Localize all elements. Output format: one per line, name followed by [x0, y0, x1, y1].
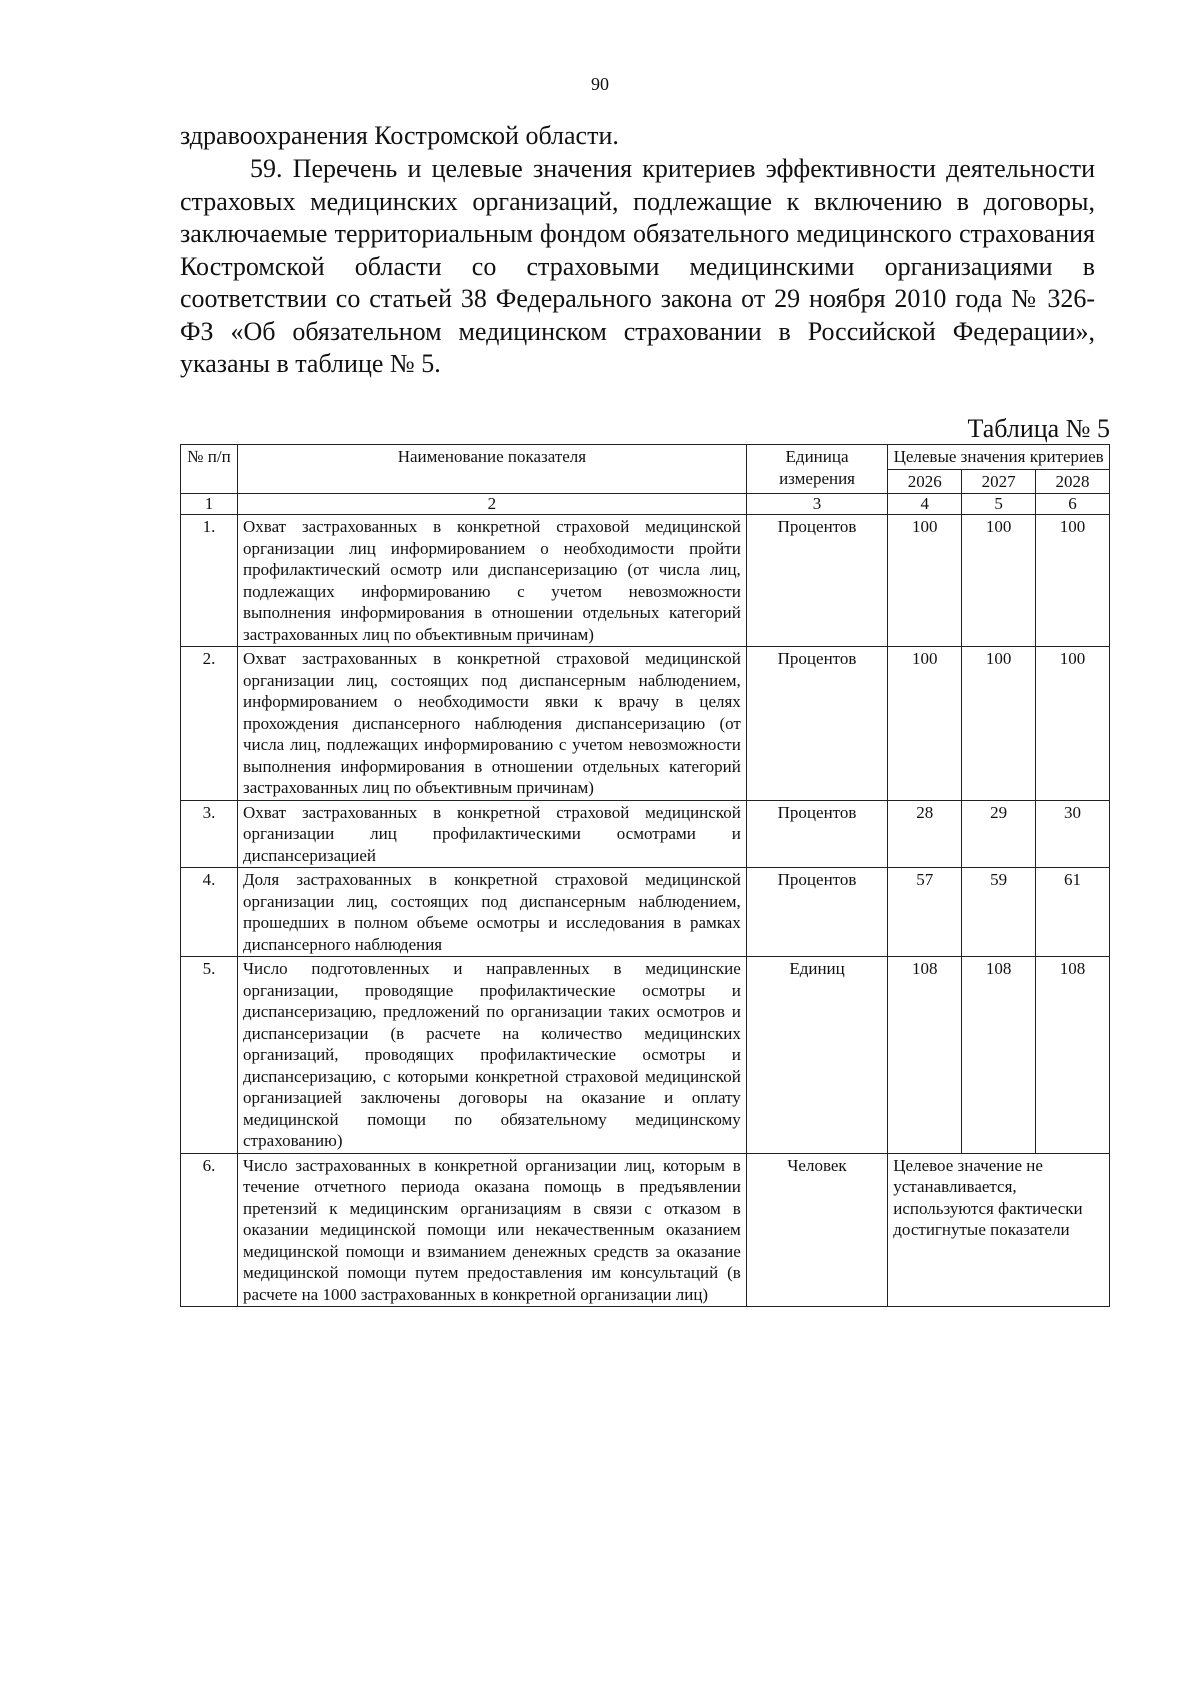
paragraph-59: 59. Перечень и целевые значения критериев эффективности деятельности страховых медицинских организаций, подлежащие к включению в договоры, заключаемые территориальным фондом обязательного медицинского страхования Костромской области со страховыми медицинскими организациями в соответствии со статьей 38 Федерального закона от 29 ноября 2010 года № 326-ФЗ «Об обязательном медицинском страховании в Российской Федерации», указаны в таблице № 5.	[180, 154, 1095, 378]
table-row	[181, 957, 1110, 1154]
column-number: 1	[181, 494, 238, 515]
header-year-2026: 2026	[888, 469, 962, 494]
table-row	[181, 1153, 1110, 1307]
row-num: 1.	[181, 515, 238, 647]
header-targets: Целевые значения критериев	[888, 445, 1110, 470]
table-header-row	[181, 445, 1110, 470]
column-number: 4	[888, 494, 962, 515]
table-caption: Таблица № 5	[967, 414, 1110, 443]
row-value-2026: 100	[888, 515, 962, 647]
intro-line: здравоохранения Костромской области.	[180, 121, 619, 150]
column-number: 3	[746, 494, 887, 515]
page-number: 90	[591, 74, 609, 94]
row-value-2026: 108	[888, 957, 962, 1154]
table-row	[181, 647, 1110, 801]
row-name: Охват застрахованных в конкретной страховой медицинской организации лиц, состоящих под диспансерным наблюдением, информированием о необходимости явки к врачу в целях прохождения диспансерного наблюдения диспансеризацию (от числа лиц, подлежащих информированию с учетом невозможности выполнения информирования в отношении отдельных категорий застрахованных лиц по объективным причинам)	[238, 647, 747, 801]
row-num: 4.	[181, 868, 238, 957]
row-num: 2.	[181, 647, 238, 801]
row-name: Число подготовленных и направленных в медицинские организации, проводящие профилактические осмотры и диспансеризацию, предложений по организации таких осмотров и диспансеризации (в расчете на количество медицинских организаций, проводящих профилактические осмотры и диспансеризацию, с которыми конкретной страховой медицинской организацией заключены договоры на оказание и оплату медицинской помощи по обязательному медицинскому страхованию)	[238, 957, 747, 1154]
table-row	[181, 800, 1110, 868]
row-unit: Процентов	[746, 515, 887, 647]
row-value-2026: 28	[888, 800, 962, 868]
header-year-2028: 2028	[1036, 469, 1110, 494]
row-num: 6.	[181, 1153, 238, 1307]
row-value-2028: 30	[1036, 800, 1110, 868]
row-unit: Процентов	[746, 800, 887, 868]
header-year-2027: 2027	[962, 469, 1036, 494]
row-value-2027: 108	[962, 957, 1036, 1154]
row-unit: Процентов	[746, 647, 887, 801]
header-num: № п/п	[181, 445, 238, 494]
row-value-2027: 29	[962, 800, 1036, 868]
column-number: 2	[238, 494, 747, 515]
row-name: Охват застрахованных в конкретной страховой медицинской организации лиц информированием о необходимости пройти профилактический осмотр или диспансеризацию (от числа лиц, подлежащих информированию с учетом невозможности выполнения информирования в отношении отдельных категорий застрахованных лиц по объективным причинам)	[238, 515, 747, 647]
row-unit: Процентов	[746, 868, 887, 957]
row-name: Число застрахованных в конкретной организации лиц, которым в течение отчетного периода оказана помощь в предъявлении претензий к медицинским организациям в связи с отказом в оказании медицинской помощи или некачественным оказанием медицинской помощи и взиманием денежных средств за оказание медицинской помощи путем предоставления им консультаций (в расчете на 1000 застрахованных в конкретной организации лиц)	[238, 1153, 747, 1307]
header-unit: Единица измерения	[746, 445, 887, 494]
row-num: 5.	[181, 957, 238, 1154]
column-numbers-row	[181, 494, 1110, 515]
row-num: 3.	[181, 800, 238, 868]
row-value-2028: 108	[1036, 957, 1110, 1154]
row-value-2026: 57	[888, 868, 962, 957]
row-name: Доля застрахованных в конкретной страховой медицинской организации лиц, состоящих под диспансерным наблюдением, прошедших в полном объеме осмотры и исследования в рамках диспансерного наблюдения	[238, 868, 747, 957]
row-value-2028: 100	[1036, 515, 1110, 647]
row-name: Охват застрахованных в конкретной страховой медицинской организации лиц профилактическими осмотрами и диспансеризацией	[238, 800, 747, 868]
row-value-2026: 100	[888, 647, 962, 801]
header-name: Наименование показателя	[238, 445, 747, 494]
column-number: 5	[962, 494, 1036, 515]
row-value-2027: 100	[962, 647, 1036, 801]
row-target-note: Целевое значение не устанавливается, используются фактически достигнутые показатели	[888, 1153, 1110, 1307]
criteria-table	[180, 444, 1110, 1307]
table-row	[181, 868, 1110, 957]
row-value-2027: 100	[962, 515, 1036, 647]
table-row	[181, 515, 1110, 647]
row-unit: Человек	[746, 1153, 887, 1307]
row-unit: Единиц	[746, 957, 887, 1154]
row-value-2028: 100	[1036, 647, 1110, 801]
row-value-2028: 61	[1036, 868, 1110, 957]
row-value-2027: 59	[962, 868, 1036, 957]
column-number: 6	[1036, 494, 1110, 515]
